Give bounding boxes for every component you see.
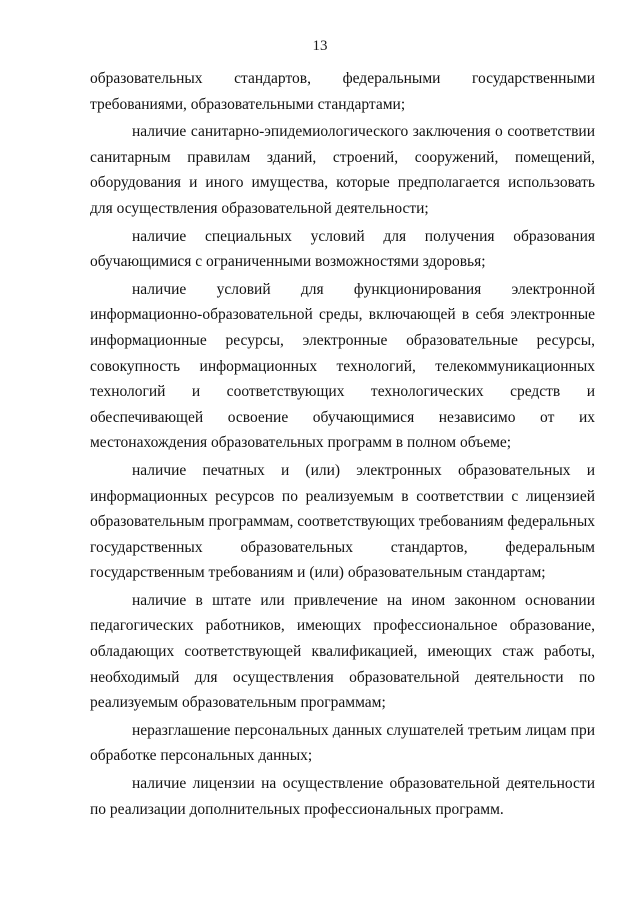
paragraph-sanitary-conclusion: наличие санитарно-эпидемиологического заключения о соответствии санитарным правилам зданий, строений, сооружений, помещений, оборудования и иного имущества, которые предполагается использовать для осуществления образовательной деятельности; <box>90 123 595 217</box>
page-number: 13 <box>312 38 328 54</box>
paragraph-license: наличие лицензии на осуществление образовательной деятельности по реализации дополнительных профессиональных программ. <box>90 775 595 818</box>
paragraph-personal-data: неразглашение персональных данных слушателей третьим лицам при обработке персональных данных; <box>90 721 595 765</box>
paragraph-special-conditions: наличие специальных условий для получения образования обучающимися с ограниченными возможностями здоровья; <box>90 227 595 271</box>
paragraph-electronic-environment: наличие условий для функционирования электронной информационно-образовательной среды, включающей в себя электронные информационные ресурсы, электронные образовательные ресурсы, совокупность информационных технологий, телекоммуникационных технологий и соответствующих технологических средств и обеспечивающей освоение обучающимися независимо от их местонахождения образовательных программ в полном объеме; <box>90 280 595 452</box>
document-body <box>90 66 595 822</box>
paragraph-continuation: образовательных стандартов, федеральными государственными требованиями, образовательными стандартами; <box>90 70 595 113</box>
paragraph-educational-resources: наличие печатных и (или) электронных образовательных и информационных ресурсов по реализуемым в соответствии с лицензией образовательным программам, соответствующих требованиям федеральных государственных образовательных стандартов, федеральным государственным требованиям и (или) образовательным стандартам; <box>90 461 596 582</box>
paragraph-teaching-staff: наличие в штате или привлечение на ином законном основании педагогических работников, имеющих профессиональное образование, обладающих соответствующей квалификацией, имеющих стаж работы, необходимый для осуществления образовательной деятельности по реализуемым образовательным программам; <box>90 591 595 712</box>
